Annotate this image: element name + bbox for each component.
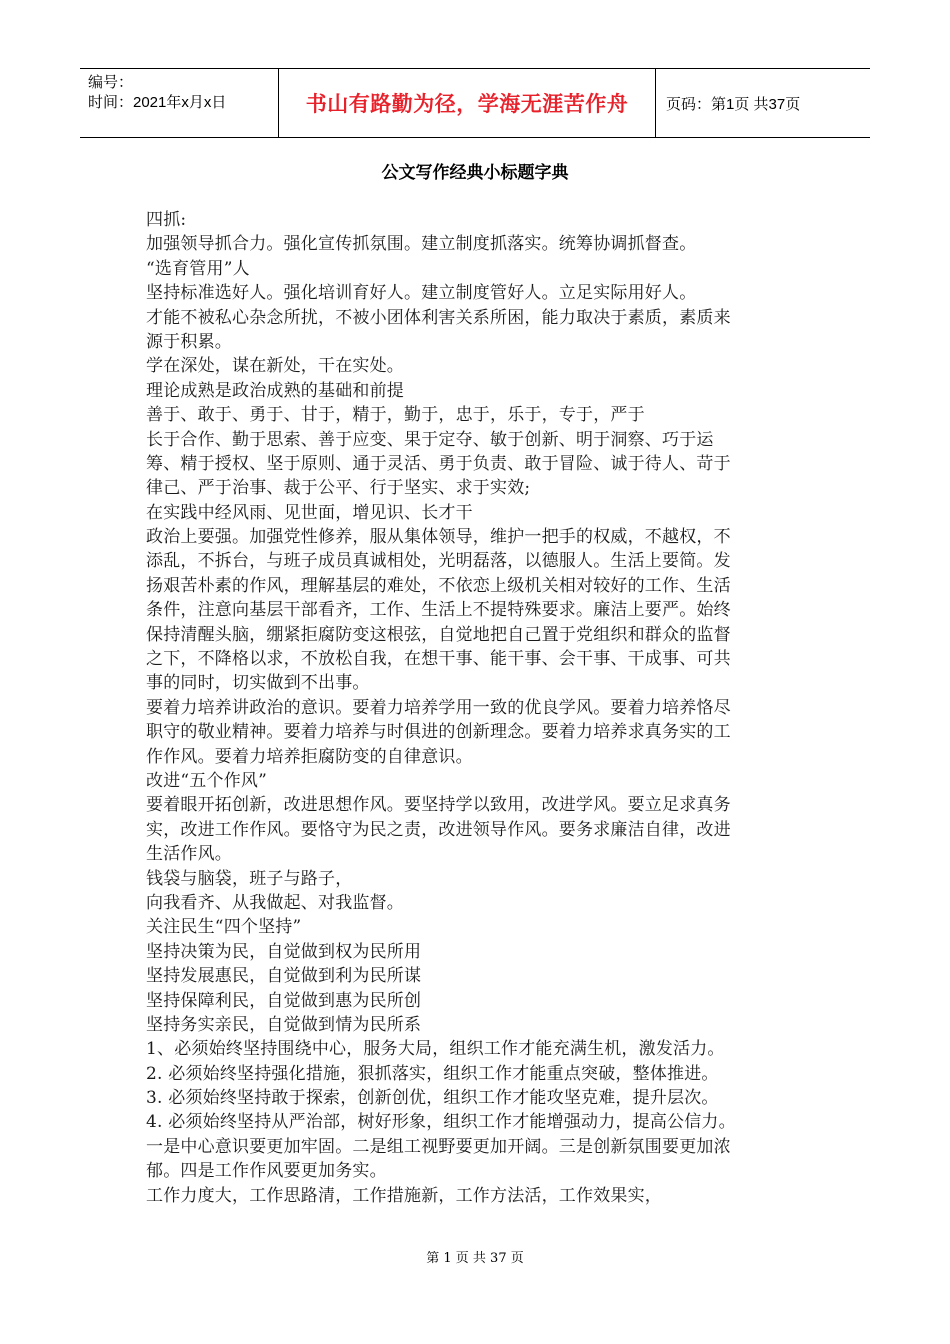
body-line: 事的同时，切实做到不出事。 [146, 673, 370, 694]
body-line: 之下，不降格以求，不放松自我，在想干事、能干事、会干事、干成事、可共 [146, 649, 731, 670]
body-line: 扬艰苦朴素的作风，理解基层的难处，不依恋上级机关相对较好的工作、生活 [146, 575, 731, 596]
body-line: 坚持发展惠民，自觉做到利为民所谋 [146, 966, 422, 987]
document-body [146, 208, 806, 1208]
body-line: 生活作风。 [146, 844, 232, 865]
body-line: 工作力度大，工作思路清，工作措施新，工作方法活，工作效果实， [146, 1185, 662, 1206]
header-page-info: 页码：第1页 共37页 [666, 95, 801, 113]
body-line: 作作风。要着力培养拒腐防变的自律意识。 [146, 746, 473, 767]
body-line: 坚持务实亲民，自觉做到情为民所系 [146, 1014, 422, 1035]
body-line: 4. 必须始终坚持从严治部，树好形象，组织工作才能增强动力，提高公信力。 [146, 1112, 736, 1133]
body-line: 实，改进工作作风。要恪守为民之责，改进领导作风。要务求廉洁自律，改进 [146, 819, 731, 840]
document-date: 时间：2021年x月x日 [88, 94, 227, 111]
body-line: 加强领导抓合力。强化宣传抓氛围。建立制度抓落实。统筹协调抓督查。 [146, 234, 697, 255]
body-line: 添乱，不拆台，与班子成员真诚相处，光明磊落，以德服人。生活上要简。发 [146, 551, 731, 572]
body-line: 长于合作、勤于思索、善于应变、果于定夺、敏于创新、明于洞察、巧于运 [146, 429, 714, 450]
body-line: 政治上要强。加强党性修养，服从集体领导，维护一把手的权威，不越权，不 [146, 527, 731, 548]
body-line: 学在深处，谋在新处，干在实处。 [146, 356, 404, 377]
body-line: 要着眼开拓创新，改进思想作风。要坚持学以致用，改进学风。要立足求真务 [146, 795, 731, 816]
body-line: 四抓: [146, 210, 187, 230]
body-line: 一是中心意识要更加牢固。二是组工视野要更加开阔。三是创新氛围要更加浓 [146, 1136, 731, 1157]
body-line: 向我看齐、从我做起、对我监督。 [146, 892, 404, 913]
body-line: 要着力培养讲政治的意识。要着力培养学用一致的优良学风。要着力培养恪尽 [146, 697, 731, 718]
page-footer: 第 1 页 共 37 页 [426, 1251, 524, 1266]
body-line: 律己、严于治事、裁于公平、行于坚实、求于实效; [146, 478, 531, 499]
body-line: 职守的敬业精神。要着力培养与时俱进的创新理念。要着力培养求真务实的工 [146, 722, 731, 743]
document-title: 公文写作经典小标题字典 [381, 163, 569, 183]
header-motto: 书山有路勤为径，学海无涯苦作舟 [279, 69, 656, 137]
body-line: 改进“五个作风” [146, 770, 267, 791]
page-header [80, 68, 870, 138]
body-line: 坚持标准选好人。强化培训育好人。建立制度管好人。立足实际用好人。 [146, 283, 697, 304]
body-line: 坚持保障利民，自觉做到惠为民所创 [146, 990, 422, 1011]
body-line: 筹、精于授权、坚于原则、通于灵活、勇于负责、敢于冒险、诚于待人、苛于 [146, 453, 731, 474]
body-line: 才能不被私心杂念所扰，不被小团体利害关系所困，能力取决于素质，素质来 [146, 307, 731, 328]
body-line: 理论成熟是政治成熟的基础和前提 [146, 380, 404, 401]
body-line: 1、必须始终坚持围绕中心，服务大局，组织工作才能充满生机，激发活力。 [146, 1039, 725, 1060]
body-line: 关注民生“四个坚持” [146, 917, 302, 938]
body-line: 3. 必须始终坚持敢于探索，创新创优，组织工作才能攻坚克难，提升层次。 [146, 1088, 719, 1109]
body-line: 条件，注意向基层干部看齐，工作、生活上不提特殊要求。廉洁上要严。始终 [146, 600, 731, 621]
body-line: 源于积累。 [146, 331, 232, 352]
body-line: “选育管用”人 [146, 258, 250, 279]
body-line: 在实践中经风雨、见世面，增见识、长才干 [146, 502, 473, 523]
document-number-label: 编号： [88, 74, 134, 91]
header-meta [80, 69, 279, 137]
body-line: 保持清醒头脑，绷紧拒腐防变这根弦，自觉地把自己置于党组织和群众的监督 [146, 624, 731, 645]
body-line: 善于、敢于、勇于、甘于，精于，勤于，忠于，乐于，专于，严于 [146, 405, 645, 426]
body-line: 2. 必须始终坚持强化措施，狠抓落实，组织工作才能重点突破，整体推进。 [146, 1063, 719, 1084]
body-line: 坚持决策为民，自觉做到权为民所用 [146, 941, 422, 962]
body-line: 钱袋与脑袋，班子与路子， [146, 868, 353, 889]
body-line: 郁。四是工作作风要更加务实。 [146, 1161, 387, 1182]
